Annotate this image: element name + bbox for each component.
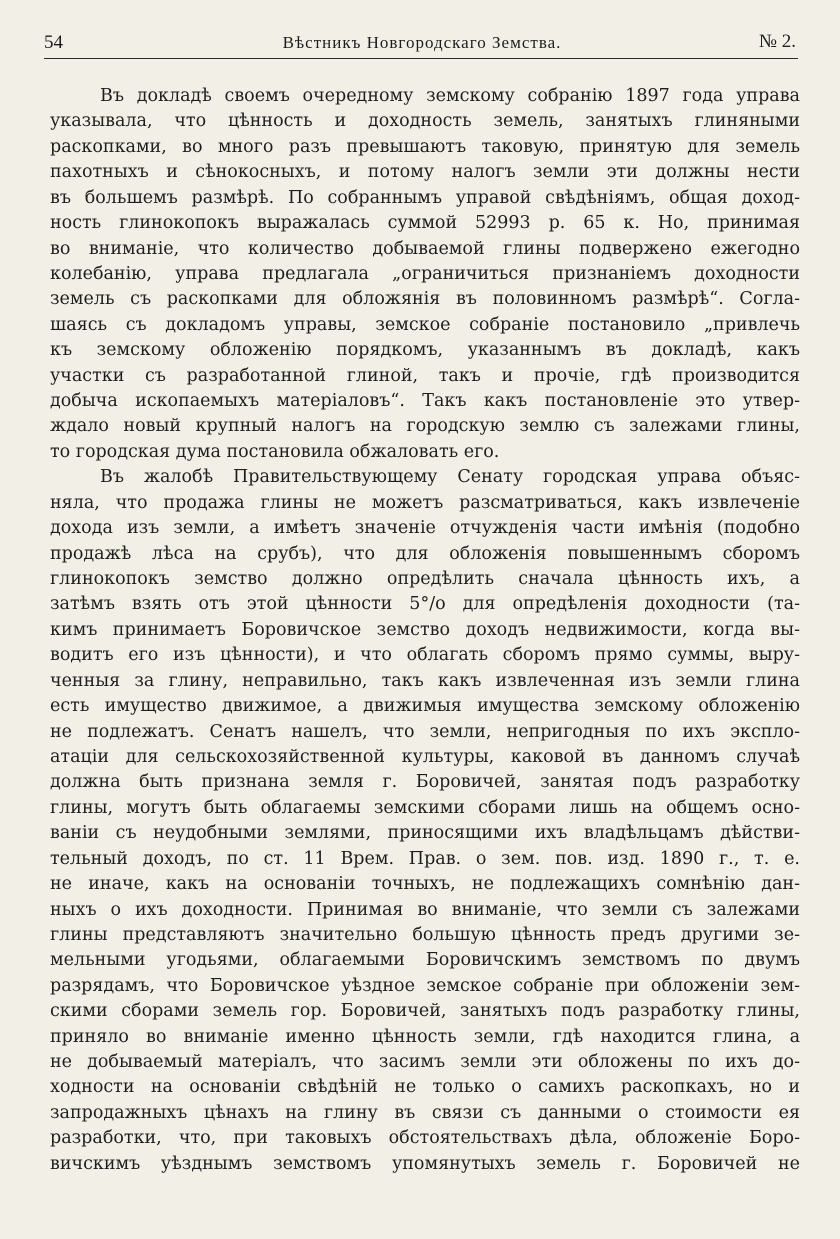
text-line: глинокопокъ земство должно опредѣлить сначала цѣнность ихъ, а: [50, 569, 800, 590]
text-line: скими сборами земель гор. Боровичей, занятыхъ подъ разработку глины,: [50, 1001, 800, 1022]
text-line: затѣмъ взять отъ этой цѣнности 5°/о для опредѣленія доходности (та-: [50, 594, 800, 615]
text-line: Въ жалобѣ Правительствующему Сенату городская управа объяс-: [100, 467, 800, 488]
text-line: къ земскому обложенію порядкомъ, указаннымъ въ докладѣ, какъ: [50, 340, 800, 361]
text-line: земель съ раскопками для обложянія въ половинномъ размѣрѣ“. Согла-: [50, 289, 800, 310]
text-line: должна быть признана земля г. Боровичей, занятая подъ разработку: [50, 772, 800, 793]
text-line: не добываемый матеріалъ, что засимъ земли эти обложены по ихъ до-: [50, 1052, 800, 1073]
text-line: не подлежатъ. Сенатъ нашелъ, что земли, непригодныя по ихъ эксплo-: [50, 721, 800, 742]
text-line: есть имущество движимое, а движимыя имущества земскому обложенію: [50, 696, 800, 717]
text-line: ныхъ о ихъ доходности. Принимая во вниманіе, что земли съ залежами: [50, 899, 800, 920]
text-line: мельными угодьями, облагаемыми Боровичскимъ земствомъ по двумъ: [50, 950, 800, 971]
issue-number: № 2.: [758, 31, 796, 52]
text-line: колебанію, управа предлагала „ограничиться признаніемъ доходности: [50, 263, 800, 284]
text-line: не иначе, какъ на основаніи точныхъ, не подлежащихъ сомнѣнію дан-: [50, 874, 800, 895]
running-header: [44, 28, 800, 58]
text-line: ченныя за глину, неправильно, такъ какъ извлеченная изъ земли глина: [50, 670, 800, 691]
text-line: дохода изъ земли, а имѣетъ значеніе отчужденія части имѣнія (подобно: [50, 518, 800, 539]
text-line: водитъ его изъ цѣнности), и что облагать сборомъ прямо суммы, выру-: [50, 645, 800, 666]
text-line: запродажныхъ цѣнахъ на глину въ связи съ данными о стоимости ея: [50, 1102, 800, 1123]
text-line: разрядамъ, что Боровичское уѣздное земское собраніе при обложеніи зем-: [50, 975, 800, 996]
text-line: ходности на основаніи свѣдѣній не только о самихъ раскопкахъ, но и: [50, 1077, 800, 1098]
running-title: Вѣстникъ Новгородскаго Земства.: [282, 33, 562, 52]
text-line: глины, могутъ быть облагаемы земскими сборами лишь на общемъ осно-: [50, 797, 800, 818]
text-line: шаясь съ докладомъ управы, земское собраніе постановило „привлечь: [50, 314, 800, 335]
text-line: ность глинокопокъ выражалась суммой 52993 р. 65 к. Но, принимая: [50, 213, 800, 234]
text-line: то городская дума постановила обжаловать его.: [50, 441, 500, 462]
text-line: добыча ископаемыхъ матеріаловъ“. Такъ какъ постановленіе это утвер-: [50, 391, 800, 412]
text-line: пахотныхъ и сѣнокосныхъ, и потому налогъ земли эти должны нести: [50, 162, 800, 183]
text-line: разработки, что, при таковыхъ обстоятельствахъ дѣла, обложеніе Боро-: [50, 1128, 800, 1149]
text-line: участки съ разработанной глиной, такъ и прочіе, гдѣ производится: [50, 365, 800, 386]
page-number: 54: [44, 32, 63, 53]
text-line: продажѣ лѣса на срубъ), что для обложенія повышеннымъ сборомъ: [50, 543, 800, 564]
text-line: няла, что продажа глины не можетъ разсматриваться, какъ извлеченіе: [50, 492, 800, 513]
text-line: глины представляютъ значительно большую цѣнность предъ другими зе-: [50, 924, 800, 945]
text-line: во вниманіе, что количество добываемой глины подвержено ежегодно: [50, 238, 800, 259]
text-line: кимъ принимаетъ Боровичское земство доходъ недвижимости, когда вы-: [50, 619, 800, 640]
text-line: приняло во вниманіе именно цѣнность земли, гдѣ находится глина, а: [50, 1026, 800, 1047]
text-line: тельный доходъ, по ст. 11 Врем. Прав. о зем. пов. изд. 1890 г., т. е.: [50, 848, 800, 869]
text-line: Въ докладѣ своемъ очередному земскому собранію 1897 года управа: [100, 86, 800, 106]
body-text: [50, 84, 800, 1177]
text-line: раскопками, во много разъ превышаютъ таковую, принятую для земель: [50, 136, 800, 157]
text-line: ваніи съ неудобными землями, приносящими ихъ владѣльцамъ дѣйстви-: [50, 823, 800, 844]
text-line: въ большемъ размѣрѣ. По собраннымъ управой свѣдѣніямъ, общая доход-: [50, 187, 800, 208]
text-line: указывала, что цѣнность и доходность земель, занятыхъ глиняными: [50, 111, 800, 132]
header-rule: [44, 58, 798, 59]
text-line: ждало новый крупный налогъ на городскую землю съ залежами глины,: [50, 416, 800, 437]
text-line: атаціи для сельскохозяйственной культуры, каковой въ данномъ случаѣ: [50, 746, 800, 767]
text-line: вичскимъ уѣзднымъ земствомъ упомянутыхъ земель г. Боровичей не: [50, 1153, 800, 1174]
